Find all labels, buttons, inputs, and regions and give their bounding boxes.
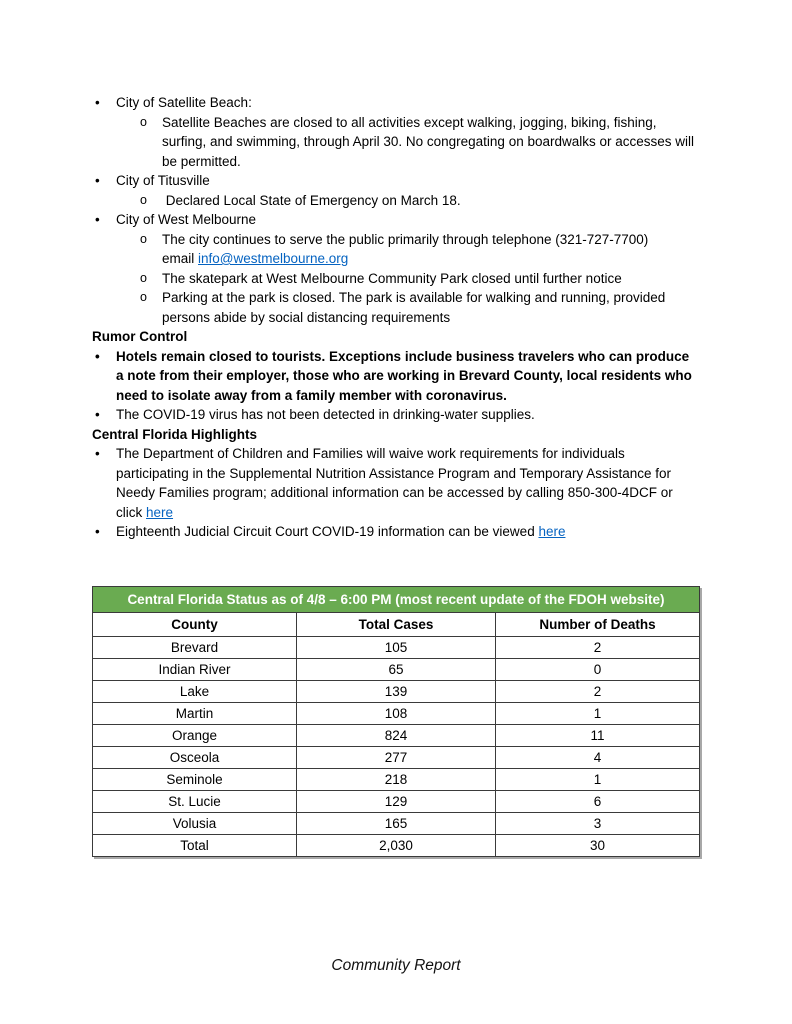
circle-bullet-icon: o bbox=[140, 231, 147, 246]
list-subitem-text: Declared Local State of Emergency on March 18. bbox=[162, 192, 461, 208]
list-item-text bbox=[116, 444, 700, 522]
column-header-total-cases: Total Cases bbox=[296, 613, 495, 637]
circle-bullet-icon: o bbox=[140, 290, 147, 304]
column-header-number-of-deaths: Number of Deaths bbox=[496, 613, 700, 637]
table-row bbox=[93, 659, 700, 681]
body-text bbox=[92, 93, 700, 542]
list-subitem-text: Satellite Beaches are closed to all activities except walking, jogging, biking, fishing, surfing, and swimming, through April 30. No congregating on boardwalks or accesses will be permitted. bbox=[162, 114, 695, 169]
table-row bbox=[93, 725, 700, 747]
table-row bbox=[93, 769, 700, 791]
footer-title: Community Report bbox=[331, 957, 461, 974]
bullet-icon: • bbox=[95, 407, 100, 422]
court-text: Eighteenth Judicial Circuit Court COVID-19 information can be viewed bbox=[116, 524, 539, 539]
cell-total-cases: 129 bbox=[296, 791, 495, 813]
cell-total-cases: 277 bbox=[296, 747, 495, 769]
list-item-satellite-beach bbox=[92, 93, 700, 113]
list-item-circuit-court bbox=[92, 522, 700, 542]
cell-total-cases: 139 bbox=[296, 681, 495, 703]
email-prefix: email bbox=[162, 251, 199, 266]
phone-text: The city continues to serve the public primarily through telephone (321-727-7700) bbox=[162, 231, 649, 247]
central-florida-status-table bbox=[92, 586, 700, 857]
dcf-text: The Department of Children and Families will waive work requirements for individuals participating in the Supplemental Nutrition Assistance Program and Temporary Assistance for Needy Families program; additional information can be accessed by calling 850-300-4DCF or click bbox=[116, 446, 673, 520]
cell-county: St. Lucie bbox=[93, 791, 297, 813]
cell-deaths: 1 bbox=[496, 769, 700, 791]
list-subitem-beach-closures bbox=[92, 113, 700, 172]
cell-deaths: 30 bbox=[496, 835, 700, 857]
dcf-here-link[interactable]: here bbox=[146, 504, 174, 520]
cell-total-cases: 105 bbox=[296, 637, 495, 659]
list-item-text: The COVID-19 virus has not been detected in drinking-water supplies. bbox=[116, 407, 535, 422]
cell-county: Osceola bbox=[93, 747, 297, 769]
list-subitem-phone-email bbox=[92, 230, 700, 269]
cell-deaths: 2 bbox=[496, 681, 700, 703]
cell-total-cases: 165 bbox=[296, 813, 495, 835]
list-item-label: City of West Melbourne bbox=[116, 212, 257, 227]
table-row-total bbox=[93, 835, 700, 857]
cell-county: Orange bbox=[93, 725, 297, 747]
email-link[interactable]: info@westmelbourne.org bbox=[198, 251, 349, 266]
column-header-county: County bbox=[93, 613, 297, 637]
cell-total-cases: 2,030 bbox=[296, 835, 495, 857]
cell-total-cases: 108 bbox=[296, 703, 495, 725]
list-item-titusville bbox=[92, 171, 700, 191]
cell-deaths: 0 bbox=[496, 659, 700, 681]
cell-county: Martin bbox=[93, 703, 297, 725]
cell-deaths: 2 bbox=[496, 637, 700, 659]
circle-bullet-icon: o bbox=[140, 192, 147, 207]
table-row bbox=[93, 747, 700, 769]
list-item-text: Hotels remain closed to tourists. Exceptions include business travelers who can produce a note from their employer, those who are working in Brevard County, local residents who need to isolate away from a family member with coronavirus. bbox=[116, 348, 692, 403]
list-subitem-skatepark bbox=[92, 269, 700, 289]
cell-deaths: 4 bbox=[496, 747, 700, 769]
cell-county: Brevard bbox=[93, 637, 297, 659]
list-item-label: City of Satellite Beach: bbox=[116, 95, 252, 110]
list-subitem-text bbox=[162, 230, 700, 269]
court-here-link[interactable]: here bbox=[538, 524, 566, 539]
table-row bbox=[93, 813, 700, 835]
bullet-icon: • bbox=[95, 446, 100, 461]
cell-deaths: 6 bbox=[496, 791, 700, 813]
cell-deaths: 11 bbox=[496, 725, 700, 747]
cell-total-cases: 218 bbox=[296, 769, 495, 791]
table-row bbox=[93, 637, 700, 659]
cell-county: Lake bbox=[93, 681, 297, 703]
list-subitem-parking bbox=[92, 288, 700, 327]
section-heading-rumor-control: Rumor Control bbox=[92, 329, 188, 344]
circle-bullet-icon: o bbox=[140, 114, 147, 129]
cell-total-cases: 65 bbox=[296, 659, 495, 681]
bullet-icon: • bbox=[95, 173, 100, 188]
table-title: Central Florida Status as of 4/8 – 6:00 PM (most recent update of the FDOH website) bbox=[93, 587, 700, 613]
circle-bullet-icon: o bbox=[140, 270, 147, 285]
list-item-hotels bbox=[92, 347, 700, 406]
section-heading-central-florida-highlights: Central Florida Highlights bbox=[92, 426, 258, 442]
list-subitem-text: Parking at the park is closed. The park is available for walking and running, provided persons abide by social distancing requirements bbox=[162, 290, 666, 325]
cell-county: Total bbox=[93, 835, 297, 857]
bullet-icon: • bbox=[95, 524, 100, 539]
cell-deaths: 3 bbox=[496, 813, 700, 835]
cell-total-cases: 824 bbox=[296, 725, 495, 747]
list-item-drinking-water bbox=[92, 405, 700, 425]
table-row bbox=[93, 791, 700, 813]
table-row bbox=[93, 681, 700, 703]
list-item-dcf bbox=[92, 444, 700, 522]
cell-county: Indian River bbox=[93, 659, 297, 681]
list-subitem-text: The skatepark at West Melbourne Community Park closed until further notice bbox=[162, 270, 622, 286]
list-item-west-melbourne bbox=[92, 210, 700, 230]
table-title-row bbox=[93, 587, 700, 613]
bullet-icon: • bbox=[95, 95, 100, 110]
bullet-icon: • bbox=[95, 212, 100, 227]
list-item-label: City of Titusville bbox=[116, 173, 210, 188]
cell-county: Seminole bbox=[93, 769, 297, 791]
cell-county: Volusia bbox=[93, 813, 297, 835]
list-subitem-emergency-declared bbox=[92, 191, 700, 211]
bullet-icon: • bbox=[95, 348, 100, 364]
cell-deaths: 1 bbox=[496, 703, 700, 725]
list-item-text bbox=[116, 522, 700, 542]
table-row bbox=[93, 703, 700, 725]
table-header-row bbox=[93, 613, 700, 637]
